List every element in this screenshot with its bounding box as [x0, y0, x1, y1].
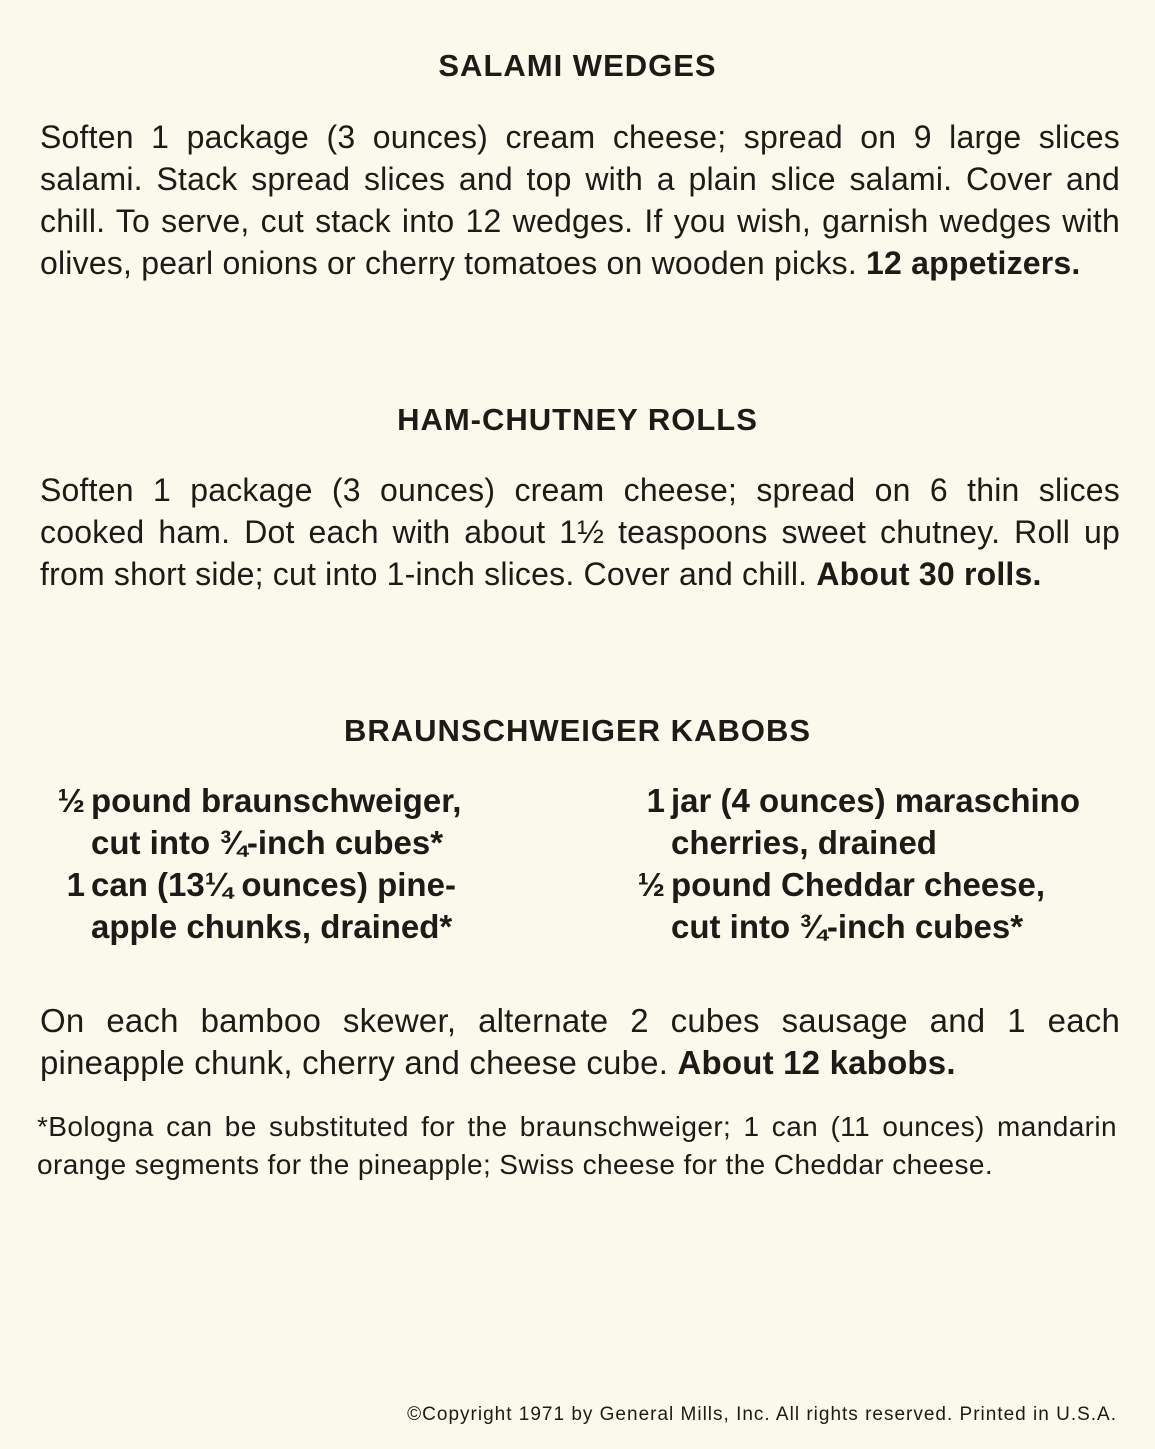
salami-wedges-yield: 12 appetizers. [866, 245, 1081, 281]
ham-chutney-title: HAM-CHUTNEY ROLLS [397, 402, 758, 437]
kabobs-yield: About 12 kabobs. [677, 1044, 956, 1081]
kabobs-body: On each bamboo skewer, alternate 2 cubes sausage and 1 each pineapple chunk, cherry and cheese cube. [40, 1002, 1120, 1081]
ingredient-text: jar (4 ounces) maraschino cherries, drained [671, 782, 1080, 861]
copyright-notice: ©Copyright 1971 by General Mills, Inc. All rights reserved. Printed in U.S.A. [407, 1404, 1117, 1425]
ingredients-column-left [35, 780, 535, 948]
ingredient-qty: ½ [637, 866, 665, 903]
ingredient-pineapple [35, 864, 535, 948]
ingredient-qty: 1 [66, 866, 85, 903]
ingredient-text: pound Cheddar cheese, cut into ¾-inch cubes* [671, 866, 1046, 945]
salami-wedges-instructions [40, 116, 1120, 284]
ingredient-braunschweiger [35, 780, 535, 864]
kabobs-instructions [40, 1000, 1120, 1084]
ingredients-column-right [615, 780, 1120, 948]
ham-chutney-yield: About 30 rolls. [816, 556, 1042, 592]
ingredient-cheddar [615, 864, 1120, 948]
braunschweiger-kabobs-title: BRAUNSCHWEIGER KABOBS [343, 713, 812, 748]
ham-chutney-instructions [40, 469, 1120, 595]
salami-wedges-body: Soften 1 package (3 ounces) cream cheese; spread on 9 large slices salami. Stack spread slices and top with a plain slice salami. Cover and chill. To serve, cut stack into 12 wedges. If you wish, garnish wedges with olives, pearl onions or cherry tomatoes on wooden picks. [40, 119, 1120, 281]
salami-wedges-title: SALAMI WEDGES [438, 48, 717, 83]
ingredient-qty: ½ [57, 782, 85, 819]
ham-chutney-body: Soften 1 package (3 ounces) cream cheese; spread on 6 thin slices cooked ham. Dot each with about 1½ teaspoons sweet chutney. Roll up from short side; cut into 1-inch slices. Cover and chill. [40, 472, 1120, 592]
kabobs-footnote: *Bologna can be substituted for the braunschweiger; 1 can (11 ounces) mandarin orange segments for the pineapple; Swiss cheese for the Cheddar cheese. [37, 1111, 1117, 1180]
ingredient-text: pound braunschweiger, cut into ¾-inch cubes* [91, 782, 462, 861]
ingredient-cherries [615, 780, 1120, 864]
ingredients-list [35, 780, 1120, 960]
ingredient-qty: 1 [646, 782, 665, 819]
ingredient-text: can (13¼ ounces) pine-apple chunks, drained* [91, 866, 456, 945]
